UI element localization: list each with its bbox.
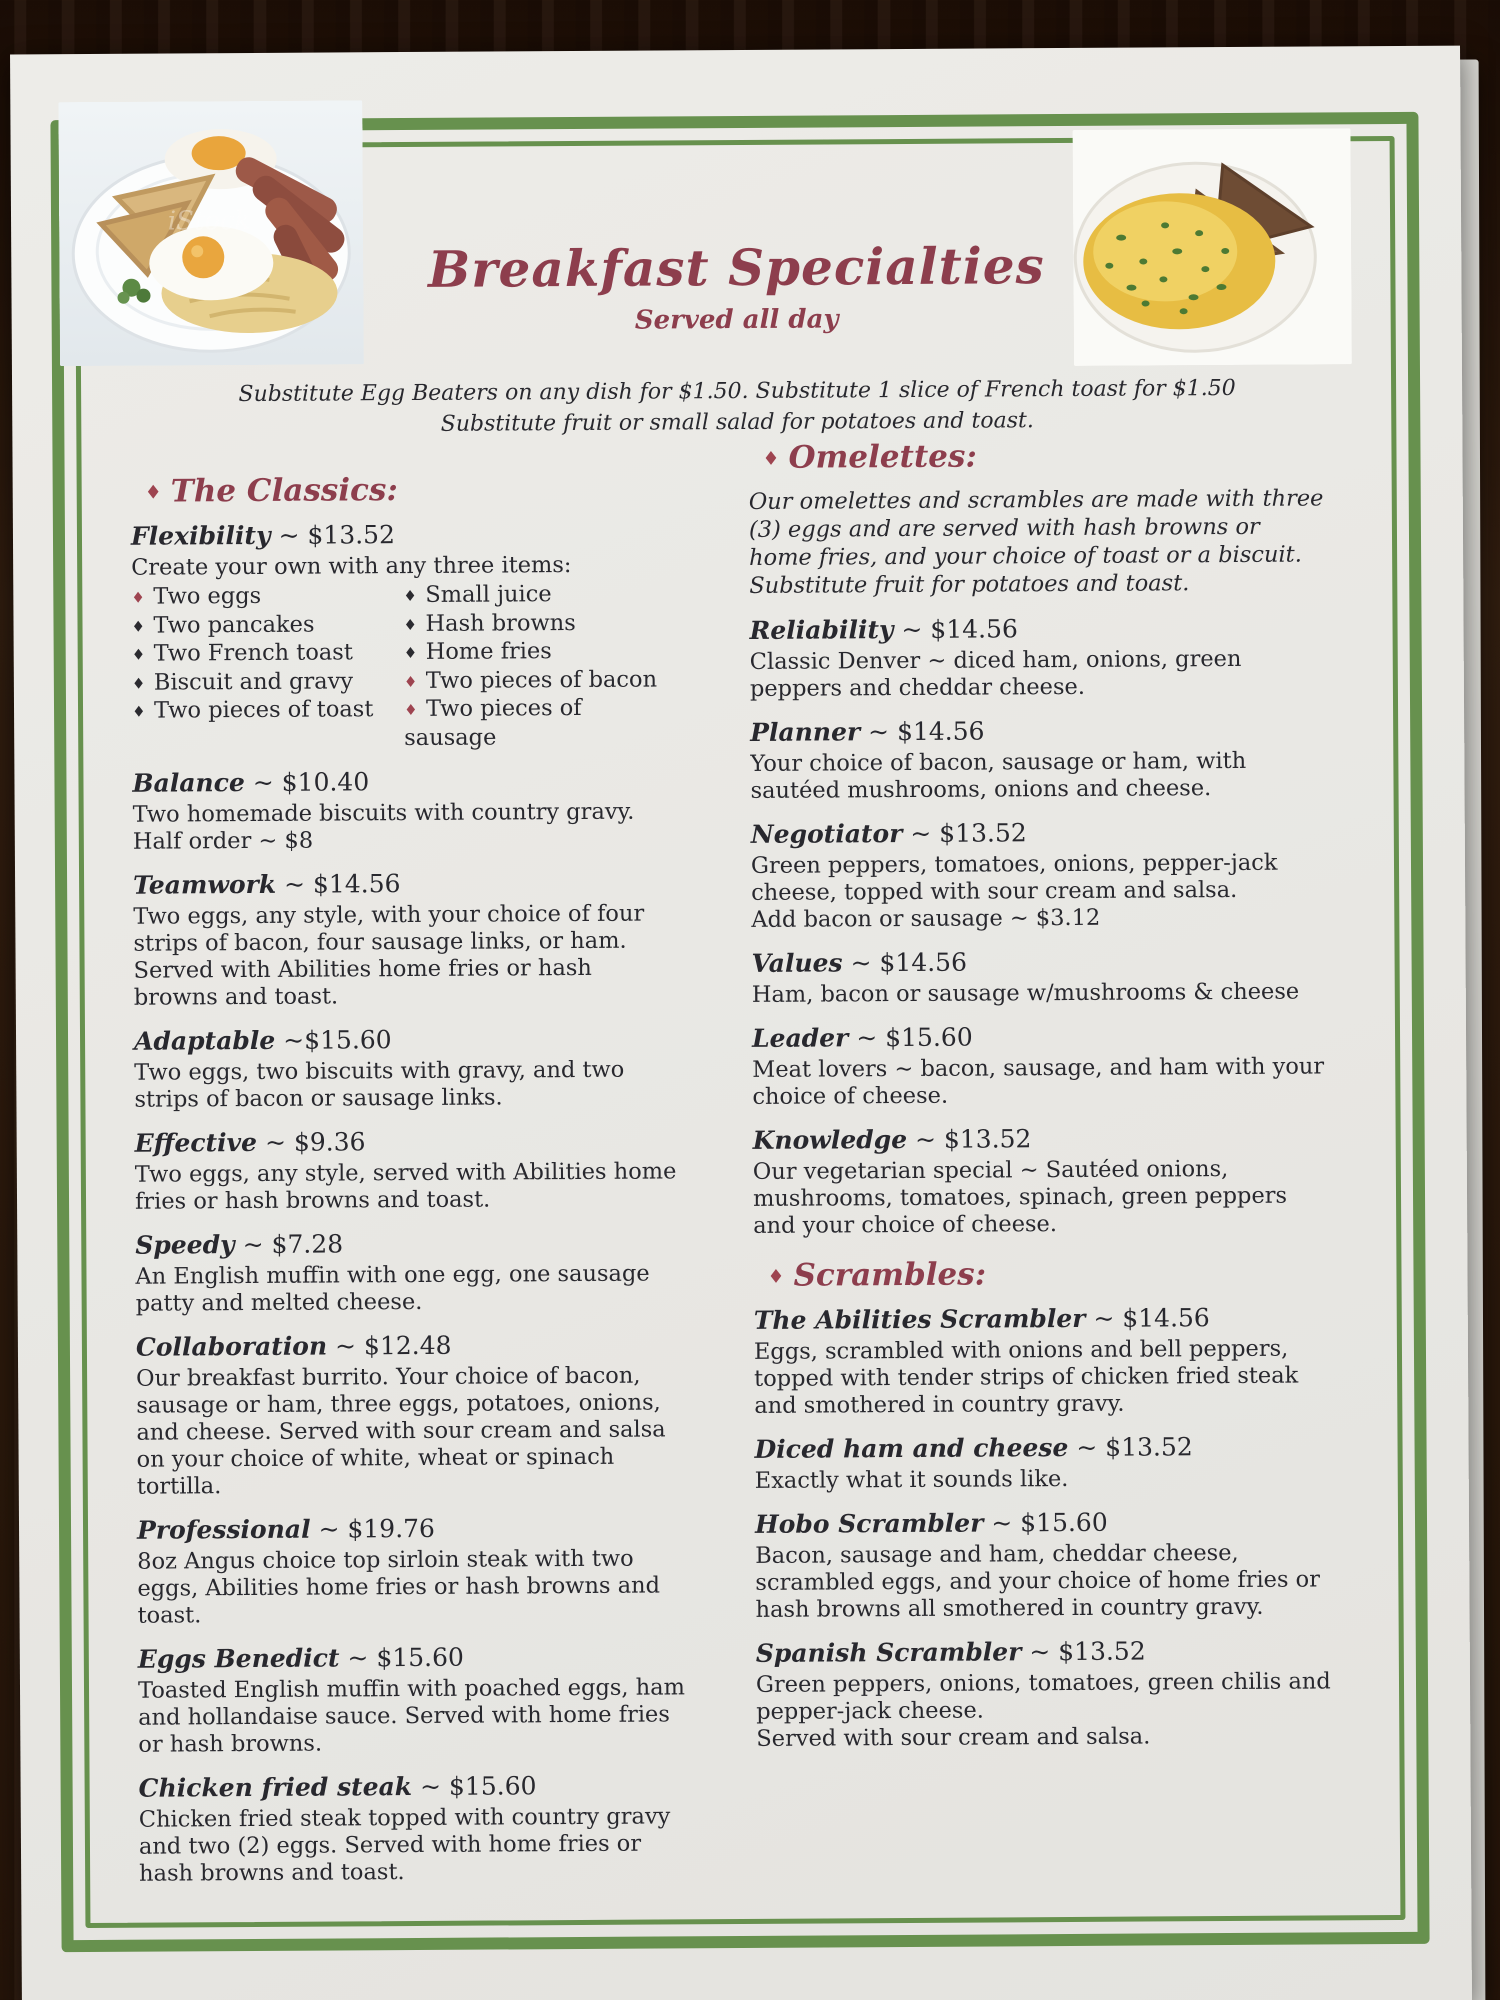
item-name: Collaboration	[135, 1331, 328, 1362]
item-desc: Two eggs, any style, served with Abilities home fries or hash browns and toast.	[134, 1158, 677, 1215]
option-item: ♦ Small juice	[403, 580, 679, 610]
section-header-omelettes	[748, 436, 1326, 476]
diamond-bullet-icon: ♦	[131, 617, 146, 636]
item-name: Spanish Scrambler	[755, 1637, 1022, 1668]
item-price: ~ $14.56	[283, 869, 401, 899]
menu-item-leader	[752, 1020, 1331, 1111]
omelette-plate-photo	[1073, 128, 1352, 366]
diamond-bullet-icon: ♦	[131, 588, 145, 607]
item-price: ~ $9.36	[264, 1127, 366, 1157]
section-title: The Classics:	[170, 472, 398, 510]
item-price: ~ $13.52	[910, 818, 1027, 848]
menu-item-flexibility	[131, 518, 680, 753]
item-name: Eggs Benedict	[137, 1643, 340, 1674]
menu-item-negotiator	[751, 816, 1330, 934]
menu-item-diced-ham-and-cheese	[754, 1431, 1332, 1495]
item-name: Hobo Scrambler	[754, 1508, 984, 1539]
diamond-bullet-icon: ♦	[131, 674, 146, 693]
item-price: ~ $19.76	[318, 1513, 436, 1544]
page-title: Breakfast Specialties	[427, 236, 1045, 299]
option-item: ♦ Two French toast	[132, 639, 404, 669]
item-desc: An English muffin with one egg, one sausage patty and melted cheese.	[135, 1260, 650, 1317]
diamond-bullet-icon: ♦	[131, 645, 146, 664]
omelettes-intro: Our omelettes and scrambles are made with three (3) eggs and are served with hash browns or home fries, and your choice of toast or a biscuit. Substitute fruit for potatoes and toast.	[748, 485, 1324, 599]
item-desc: Green peppers, tomatoes, onions, pepper-jack cheese, topped with sour cream and salsa.	[750, 849, 1278, 906]
menu-item-spanish-scrambler	[756, 1635, 1335, 1753]
item-name: Planner	[750, 717, 861, 747]
diamond-bullet-icon: ♦	[403, 586, 417, 606]
diamond-bullet-icon: ♦	[762, 447, 780, 470]
menu-item-teamwork	[133, 867, 682, 1011]
item-desc: Served with sour cream and salsa.	[756, 1723, 1151, 1752]
item-price: ~ $12.48	[335, 1330, 452, 1361]
item-price: ~ $14.56	[1093, 1303, 1210, 1333]
menu-item-planner	[750, 714, 1329, 805]
item-desc: Two eggs, two biscuits with gravy, and two strips of bacon or sausage links.	[134, 1056, 625, 1113]
item-name: Balance	[132, 768, 245, 798]
item-price: ~ $14.56	[868, 716, 985, 747]
item-desc: Green peppers, onions, tomatoes, green chilis and pepper-jack cheese.	[755, 1668, 1331, 1725]
item-desc: Bacon, sausage and ham, cheddar cheese, scrambled eggs, and your choice of home fries or hash browns all smothered in country gravy.	[755, 1539, 1321, 1623]
item-price: ~ $15.60	[419, 1771, 537, 1801]
item-desc: Two eggs, any style, with your choice of four strips of bacon, four sausage links, or ham. Served with Abilities home fries or hash browns and toast.	[133, 900, 645, 1011]
menu-item-balance	[132, 765, 681, 855]
breakfast-plate-photo	[58, 100, 364, 366]
menu-item-adaptable	[134, 1023, 683, 1113]
item-name: The Abilities Scrambler	[753, 1303, 1086, 1335]
option-item: ♦ Two pieces of bacon	[404, 666, 680, 696]
item-price: ~ $15.60	[347, 1642, 464, 1673]
omelette-icon	[1083, 193, 1276, 330]
menu-item-eggs-benedict	[138, 1641, 687, 1758]
diamond-bullet-icon: ♦	[403, 615, 418, 634]
item-price: ~ $13.52	[1029, 1636, 1146, 1667]
item-price: ~ $15.60	[991, 1507, 1108, 1538]
menu-item-speedy	[135, 1227, 684, 1317]
item-name: Reliability	[749, 615, 894, 645]
diamond-bullet-icon: ♦	[131, 702, 146, 721]
item-name: Effective	[134, 1127, 258, 1158]
section-title: Scrambles:	[793, 1256, 987, 1294]
menu-page	[10, 46, 1472, 2000]
item-name: Diced ham and cheese	[754, 1433, 1069, 1464]
item-desc: Exactly what it sounds like.	[754, 1466, 1069, 1494]
option-item: ♦ Two eggs	[131, 582, 403, 612]
section-header-scrambles	[753, 1254, 1331, 1294]
stock-watermark: iStock	[167, 205, 251, 237]
menu-item-reliability	[749, 612, 1328, 703]
page-subtitle: Served all day	[634, 304, 839, 336]
item-desc: Eggs, scrambled with onions and bell peppers, topped with tender strips of chicken fried steak and smothered in country gravy.	[753, 1335, 1299, 1419]
item-price: ~ $10.40	[252, 767, 370, 797]
menu-item-chicken-fried-steak	[139, 1770, 688, 1887]
diamond-bullet-icon: ♦	[403, 643, 418, 663]
section-header-classics	[131, 470, 679, 509]
item-name: Flexibility	[130, 520, 271, 551]
item-price: ~ $13.52	[278, 520, 396, 550]
item-desc: Our vegetarian special ~ Sautéed onions, mushrooms, tomatoes, spinach, green peppers and your choice of cheese.	[752, 1156, 1288, 1239]
diamond-bullet-icon: ♦	[767, 1265, 785, 1288]
item-name: Knowledge	[752, 1124, 908, 1155]
item-name: Values	[751, 948, 843, 978]
item-name: Leader	[751, 1023, 849, 1053]
item-desc: Classic Denver ~ diced ham, onions, green peppers and cheddar cheese.	[749, 645, 1242, 702]
item-price: ~ $13.52	[914, 1124, 1032, 1154]
option-item: ♦ Two pieces of sausage	[403, 694, 582, 751]
item-desc: Half order ~ $8	[132, 827, 314, 855]
diamond-bullet-icon: ♦	[403, 672, 418, 691]
option-item: ♦ Home fries	[404, 637, 680, 667]
item-price: ~ $14.56	[901, 614, 1018, 645]
diamond-bullet-icon: ♦	[403, 700, 418, 720]
substitution-note-2: Substitute fruit or small salad for potatoes and toast.	[440, 408, 1034, 437]
item-name: Teamwork	[133, 869, 277, 900]
item-desc: Chicken fried steak topped with country gravy and two (2) eggs. Served with home fries or hash browns and toast.	[138, 1803, 671, 1887]
item-desc: Ham, bacon or sausage w/mushrooms & cheese	[751, 978, 1300, 1008]
section-title: Omelettes:	[788, 438, 977, 476]
flexibility-options-list	[131, 580, 680, 753]
option-item: ♦ Two pieces of toast	[132, 696, 404, 754]
item-price: ~ $13.52	[1076, 1432, 1193, 1462]
option-item: ♦ Two pancakes	[131, 611, 403, 641]
item-desc: Toasted English muffin with poached eggs, ham and hollandaise sauce. Served with home fries or hash browns.	[137, 1674, 686, 1758]
menu-item-professional	[137, 1512, 686, 1629]
substitution-note-1: Substitute Egg Beaters on any dish for $1.50. Substitute 1 slice of French toast for $1.50	[238, 375, 1236, 408]
item-desc: Meat lovers ~ bacon, sausage, and ham with your choice of cheese.	[752, 1053, 1325, 1110]
item-name: Speedy	[135, 1230, 235, 1260]
omelette-plate-illustration	[1073, 128, 1352, 366]
menu-item-values	[752, 945, 1330, 1009]
menu-item-knowledge	[753, 1122, 1332, 1240]
diamond-bullet-icon: ♦	[144, 481, 162, 504]
menu-item-collaboration	[136, 1329, 685, 1500]
item-name: Negotiator	[750, 819, 903, 849]
substitution-notes	[12, 372, 1462, 443]
item-name: Adaptable	[133, 1025, 276, 1056]
option-item: ♦ Hash browns	[403, 609, 679, 639]
item-desc: Your choice of bacon, sausage or ham, with sautéed mushrooms, onions and cheese.	[750, 747, 1247, 804]
classics-column	[131, 470, 688, 1902]
item-name: Chicken fried steak	[138, 1772, 413, 1803]
omelettes-scrambles-column	[748, 436, 1334, 1768]
item-price: ~ $15.60	[856, 1022, 973, 1053]
item-desc: Our breakfast burrito. Your choice of bacon, sausage or ham, three eggs, potatoes, onions, and cheese. Served with sour cream and salsa on your choice of white, wheat or spinach tortilla.	[136, 1362, 666, 1500]
item-desc: Two homemade biscuits with country gravy.	[132, 798, 635, 828]
item-desc: 8oz Angus choice top sirloin steak with two eggs, Abilities home fries or hash browns and toast.	[137, 1545, 661, 1629]
menu-item-abilities-scrambler	[754, 1302, 1333, 1420]
menu-item-hobo-scrambler	[755, 1506, 1334, 1624]
item-desc: Create your own with any three items:	[131, 552, 572, 581]
menu-item-effective	[135, 1125, 684, 1215]
option-item: ♦ Biscuit and gravy	[132, 668, 404, 698]
item-desc: Add bacon or sausage ~ $3.12	[751, 904, 1101, 933]
item-price: ~$15.60	[283, 1025, 392, 1055]
breakfast-plate-illustration	[58, 100, 364, 366]
item-price: ~ $14.56	[850, 947, 968, 978]
item-price: ~ $7.28	[242, 1229, 344, 1260]
item-name: Professional	[136, 1514, 311, 1545]
